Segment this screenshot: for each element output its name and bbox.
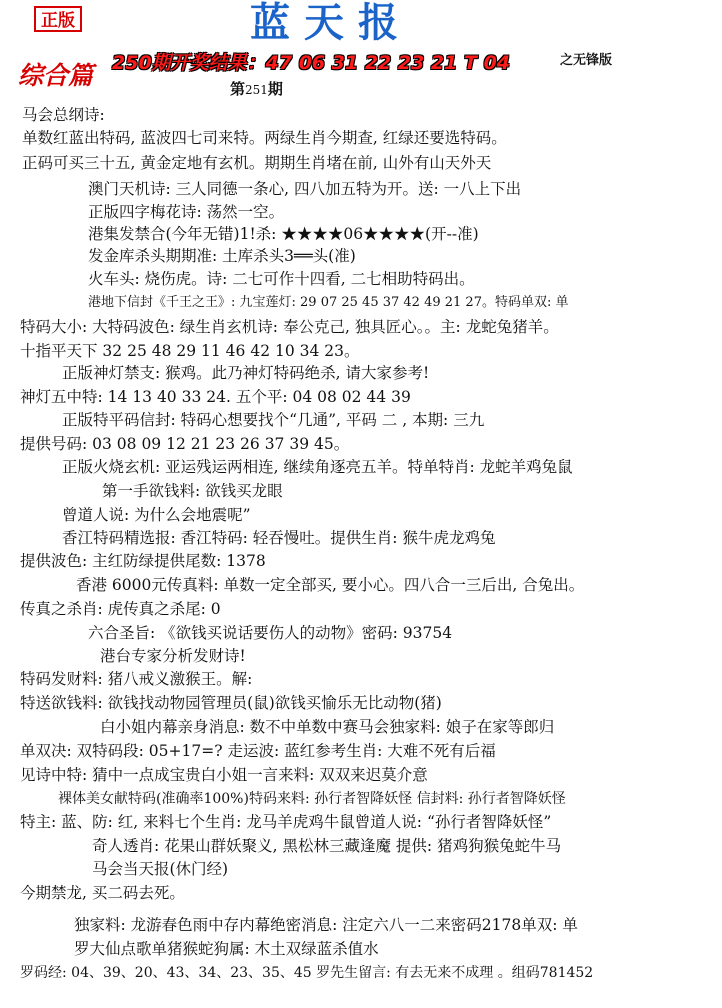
issue-prefix: 第 bbox=[230, 80, 246, 98]
text-line: 香江特码精选报: 香江特码: 轻吞慢吐。提供生肖: 猴牛虎龙鸡兔 bbox=[62, 529, 496, 547]
issue-number bbox=[230, 78, 283, 99]
edition-label: 之无锋版 bbox=[560, 53, 613, 68]
text-line: 马会当天报(休门经) bbox=[92, 860, 229, 878]
text-line: 曾道人说: 为什么会地震呢” bbox=[62, 506, 251, 524]
text-line: 特码大小: 大特码波色: 绿生肖玄机诗: 奉公克己, 独具匠心。。主: 龙蛇兔猪羊。 bbox=[20, 318, 559, 336]
text-line: 白小姐内幕亲身消息: 数不中单数中赛马会独家料: 娘子在家等郎归 bbox=[100, 718, 555, 736]
text-line: 今期禁龙, 买二码去死。 bbox=[20, 884, 185, 902]
text-line: 特码发财料: 猪八戒义激猴王。解: bbox=[20, 670, 253, 688]
text-line: 港台专家分析发财诗! bbox=[100, 647, 246, 665]
text-line: 火车头: 烧伤虎。诗: 二七可作十四看, 二七相助特码出。 bbox=[88, 270, 475, 288]
paper-title: 蓝天报 bbox=[250, 0, 412, 46]
section-title: 综合篇 bbox=[18, 61, 94, 90]
text-line: 单数红蓝出特码, 蓝波四七司来特。两绿生肖今期查, 红绿还要选特码。 bbox=[22, 129, 507, 147]
text-line: 独家料: 龙游春色雨中存内幕绝密消息: 注定六八一二来密码2178单双: 单 bbox=[74, 916, 578, 934]
text-line: 正码可买三十五, 黄金定地有玄机。期期生肖堵在前, 山外有山天外天 bbox=[22, 154, 492, 172]
text-line: 提供号码: 03 08 09 12 21 23 26 37 39 45。 bbox=[20, 435, 350, 453]
text-line: 正版特平码信封: 特码心想要找个“几通”, 平码 二 , 本期: 三九 bbox=[62, 411, 485, 429]
text-line: 神灯五中特: 14 13 40 33 24. 五个平: 04 08 02 44 39 bbox=[20, 388, 411, 406]
text-line: 六合圣旨: 《欲钱买说话要伤人的动物》密码: 93754 bbox=[88, 624, 453, 642]
text-line: 裸体美女献特码(准确率100%)特码来料: 孙行者智降妖怪 信封料: 孙行者智降妖怪 bbox=[58, 791, 566, 807]
text-line: 澳门天机诗: 三人同德一条心, 四八加五特为开。送: 一八上下出 bbox=[88, 180, 522, 198]
text-line: 香港 6000元传真料: 单数一定全部买, 要小心。四八合一三后出, 合兔出。 bbox=[76, 576, 585, 594]
text-line: 正版火烧玄机: 亚运残运两相连, 继续角逐亮五羊。特单特肖: 龙蛇羊鸡兔鼠 bbox=[62, 458, 573, 476]
text-line: 港集发禁合(今年无错)1!杀: ★★★★06★★★★(开--准) bbox=[88, 225, 479, 243]
text-line: 发金库杀头期期准: 土库杀头3══头(准) bbox=[88, 247, 356, 265]
genuine-badge: 正版 bbox=[34, 6, 82, 32]
issue-suffix: 期 bbox=[267, 80, 283, 98]
text-line: 第一手欲钱料: 欲钱买龙眼 bbox=[102, 482, 283, 500]
text-line: 提供波色: 主红防绿提供尾数: 1378 bbox=[20, 552, 266, 570]
text-line: 传真之杀肖: 虎传真之杀尾: 0 bbox=[20, 600, 221, 618]
text-line: 港地下信封《千王之王》: 九宝莲灯: 29 07 25 45 37 42 49 21 27。特码单双: 单 bbox=[88, 295, 569, 310]
text-line: 正版神灯禁支: 猴鸡。此乃神灯特码绝杀, 请大家参考! bbox=[62, 364, 430, 382]
text-line: 正版四字梅花诗: 荡然一空。 bbox=[88, 203, 285, 221]
text-line: 特主: 蓝、防: 红, 来料七个生肖: 龙马羊虎鸡牛鼠曾道人说: “孙行者智降妖怪” bbox=[20, 813, 552, 831]
text-line: 见诗中特: 猜中一点成宝贵白小姐一言来料: 双双来迟莫介意 bbox=[20, 766, 428, 784]
issue-num: 251 bbox=[245, 83, 268, 97]
text-line: 罗码经: 04、39、20、43、34、23、35、45 罗先生留言: 有去无来不成理 。组码781452 bbox=[20, 965, 594, 981]
text-line: 单双决: 双特码段: 05+17=? 走运波: 蓝红参考生肖: 大难不死有后福 bbox=[20, 742, 496, 760]
text-line: 罗大仙点歌单猪猴蛇狗属: 木土双绿蓝杀值水 bbox=[74, 940, 379, 958]
text-line: 马会总纲诗: bbox=[22, 106, 105, 124]
text-line: 奇人透肖: 花果山群妖聚义, 黑松林三藏逢魔 提供: 猪鸡狗猴兔蛇牛马 bbox=[92, 837, 562, 855]
draw-result: 250期开奖结果：47 06 31 22 23 21 T 04 bbox=[112, 52, 511, 74]
text-line: 特送欲钱料: 欲钱找动物园管理员(鼠)欲钱买愉乐无比动物(猪) bbox=[20, 694, 442, 712]
text-line: 十指平天下 32 25 48 29 11 46 42 10 34 23。 bbox=[20, 342, 360, 360]
